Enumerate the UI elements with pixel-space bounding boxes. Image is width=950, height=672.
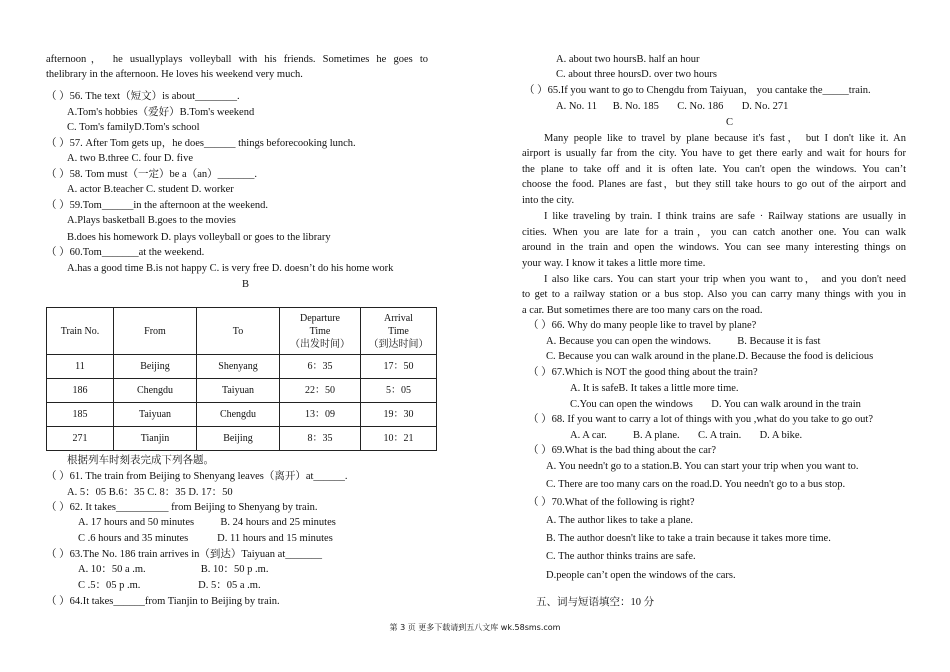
question-70-option-d: D.people can’t open the windows of the cars. <box>546 570 736 581</box>
passage-c-p1-line-4: choose the food. Planes are fast，but they still take hours to go out of the airport and <box>522 179 906 190</box>
question-68-options: A. A car. B. A plane. C. A train. D. A bike. <box>570 430 803 441</box>
cell-departure: 8：35 <box>280 427 361 451</box>
question-57: （ ）57. After Tom gets up，he does______ things beforecooking lunch. <box>46 138 356 149</box>
cell-departure: 6：35 <box>280 355 361 379</box>
passage-c-p3-line-2: to get to a railway station or a bus stop. Also you can carry many things with you in <box>522 289 906 300</box>
question-59-options-2: B.does his homework D. plays volleyball or goes to the library <box>67 232 331 243</box>
question-66: （ ）66. Why do many people like to travel by plane? <box>528 320 757 331</box>
question-56-options-2: C. Tom's familyD.Tom's school <box>67 122 200 133</box>
table-row <box>47 355 437 379</box>
question-56-options-1: A.Tom's hobbies（爱好）B.Tom's weekend <box>67 107 255 118</box>
question-62-options-1: A. 17 hours and 50 minutes B. 24 hours and 25 minutes <box>78 517 336 528</box>
header-departure: Departure Time （出发时间） <box>280 308 361 355</box>
cell-from: Beijing <box>114 355 197 379</box>
section-c-heading: C <box>726 117 734 128</box>
cell-from: Tianjin <box>114 427 197 451</box>
cell-departure: 13：09 <box>280 403 361 427</box>
question-65: （ ）65.If you want to go to Chengdu from Taiyuan， you cantake the_____train. <box>524 85 871 96</box>
question-60-options: A.has a good time B.is not happy C. is very free D. doesn’t do his home work <box>67 263 394 274</box>
question-67-options-2: C.You can open the windows D. You can walk around in the train <box>570 399 861 410</box>
passage-c-p1-line-1: Many people like to travel by plane because it's fast， but I don't like it. An <box>544 133 906 144</box>
question-64-options-1: A. about two hoursB. half an hour <box>556 54 700 65</box>
question-59-options-1: A.Plays basketball B.goes to the movies <box>67 215 236 226</box>
passage-c-p2-line-3: around in the train and open the windows. You can see many interesting things on <box>522 242 906 253</box>
question-62: （ ）62. It takes__________ from Beijing to Shenyang by train. <box>46 502 318 513</box>
question-57-options: A. two B.three C. four D. five <box>67 153 193 164</box>
cell-arrival: 19：30 <box>361 403 437 427</box>
passage-c-p1-line-5: into the city. <box>522 195 575 206</box>
question-64-options-2: C. about three hoursD. over two hours <box>556 69 717 80</box>
question-61: （ ）61. The train from Beijing to Shenyang leaves（离开）at______. <box>46 471 348 482</box>
question-59: （ ）59.Tom______in the afternoon at the weekend. <box>46 200 269 211</box>
cell-train-no: 186 <box>47 379 114 403</box>
intro-line-2: thelibrary in the afternoon. He loves his weekend very much. <box>46 69 303 80</box>
question-68: （ ）68. If you want to carry a lot of things with you ,what do you take to go out? <box>528 414 873 425</box>
section-5-heading: 五、词与短语填空：10 分 <box>536 597 655 608</box>
question-58-options: A. actor B.teacher C. student D. worker <box>67 184 234 195</box>
cell-arrival: 17：50 <box>361 355 437 379</box>
question-60: （ ）60.Tom_______at the weekend. <box>46 247 205 258</box>
cell-to: Shenyang <box>197 355 280 379</box>
cell-arrival: 10：21 <box>361 427 437 451</box>
passage-c-p1-line-2: airport is usually far from the city. You have to get there early and wait for hours for <box>522 148 906 159</box>
table-instruction: 根据列车时刻表完成下列各题。 <box>67 455 214 466</box>
cell-train-no: 11 <box>47 355 114 379</box>
table-row <box>47 379 437 403</box>
question-69-options-2: C. There are too many cars on the road.D. You needn't go to a bus stop. <box>546 479 846 490</box>
cell-train-no: 271 <box>47 427 114 451</box>
question-63: （ ）63.The No. 186 train arrives in（到达）Taiyuan at_______ <box>46 549 323 560</box>
cell-to: Beijing <box>197 427 280 451</box>
table-row <box>47 403 437 427</box>
question-69-options-1: A. You needn't go to a station.B. You can start your trip when you want to. <box>546 461 859 472</box>
passage-c-p3-line-1: I also like cars. You can start your trip when you want to， and you don't need <box>544 274 906 285</box>
question-70: （ ）70.What of the following is right? <box>528 497 695 508</box>
question-66-options-1: A. Because you can open the windows. B. Because it is fast <box>546 336 821 347</box>
train-timetable <box>46 307 437 451</box>
cell-departure: 22：50 <box>280 379 361 403</box>
question-70-option-c: C. The author thinks trains are safe. <box>546 551 696 562</box>
passage-c-p3-line-3: a car. But sometimes there are too many cars on the road. <box>522 305 763 316</box>
question-64: （ ）64.It takes______from Tianjin to Beijing by train. <box>46 596 280 607</box>
question-56: （ ）56. The text（短文）is about________. <box>46 91 240 102</box>
header-arrival: Arrival Time （到达时间） <box>361 308 437 355</box>
question-70-option-b: B. The author doesn't like to take a train because it takes more time. <box>546 533 831 544</box>
passage-c-p2-line-1: I like traveling by train. I think trains are safe · Railway stations are usually in <box>544 211 906 222</box>
question-67: （ ）67.Which is NOT the good thing about the train? <box>528 367 758 378</box>
question-66-options-2: C. Because you can walk around in the plane.D. Because the food is delicious <box>546 351 874 362</box>
cell-train-no: 185 <box>47 403 114 427</box>
question-69: （ ）69.What is the bad thing about the car? <box>528 445 717 456</box>
question-63-options-2: C .5：05 p .m. D. 5：05 a .m. <box>78 580 261 591</box>
question-67-options-1: A. It is safeB. It takes a little more time. <box>570 383 739 394</box>
passage-c-p1-line-3: the plane to take off and it is often late. You can't open the windows. You can’t <box>522 164 906 175</box>
intro-line-1: afternoon， he usuallyplays volleyball with his friends. Sometimes he goes to <box>46 54 428 65</box>
cell-to: Taiyuan <box>197 379 280 403</box>
question-61-options: A. 5：05 B.6：35 C. 8：35 D. 17：50 <box>67 487 233 498</box>
header-from: From <box>114 308 197 355</box>
cell-from: Chengdu <box>114 379 197 403</box>
passage-c-p2-line-4: your way. I know it takes a little more time. <box>522 258 706 269</box>
timetable-header-row <box>47 308 437 355</box>
cell-to: Chengdu <box>197 403 280 427</box>
question-58: （ ）58. Tom must（一定）be a（an）_______. <box>46 169 257 180</box>
passage-c-p2-line-2: cities. When you are late for a train，you can catch another one. You can walk <box>522 227 906 238</box>
question-62-options-2: C .6 hours and 35 minutes D. 11 hours and 15 minutes <box>78 533 333 544</box>
cell-arrival: 5：05 <box>361 379 437 403</box>
page-footer: 第 3 页 更多下载请到五八文库 wk.58sms.com <box>389 623 561 632</box>
table-row <box>47 427 437 451</box>
section-b-heading: B <box>242 279 250 290</box>
header-to: To <box>197 308 280 355</box>
question-70-option-a: A. The author likes to take a plane. <box>546 515 694 526</box>
header-train-no: Train No. <box>47 308 114 355</box>
question-65-options: A. No. 11 B. No. 185 C. No. 186 D. No. 271 <box>556 101 789 112</box>
question-63-options-1: A. 10：50 a .m. B. 10：50 p .m. <box>78 564 269 575</box>
cell-from: Taiyuan <box>114 403 197 427</box>
